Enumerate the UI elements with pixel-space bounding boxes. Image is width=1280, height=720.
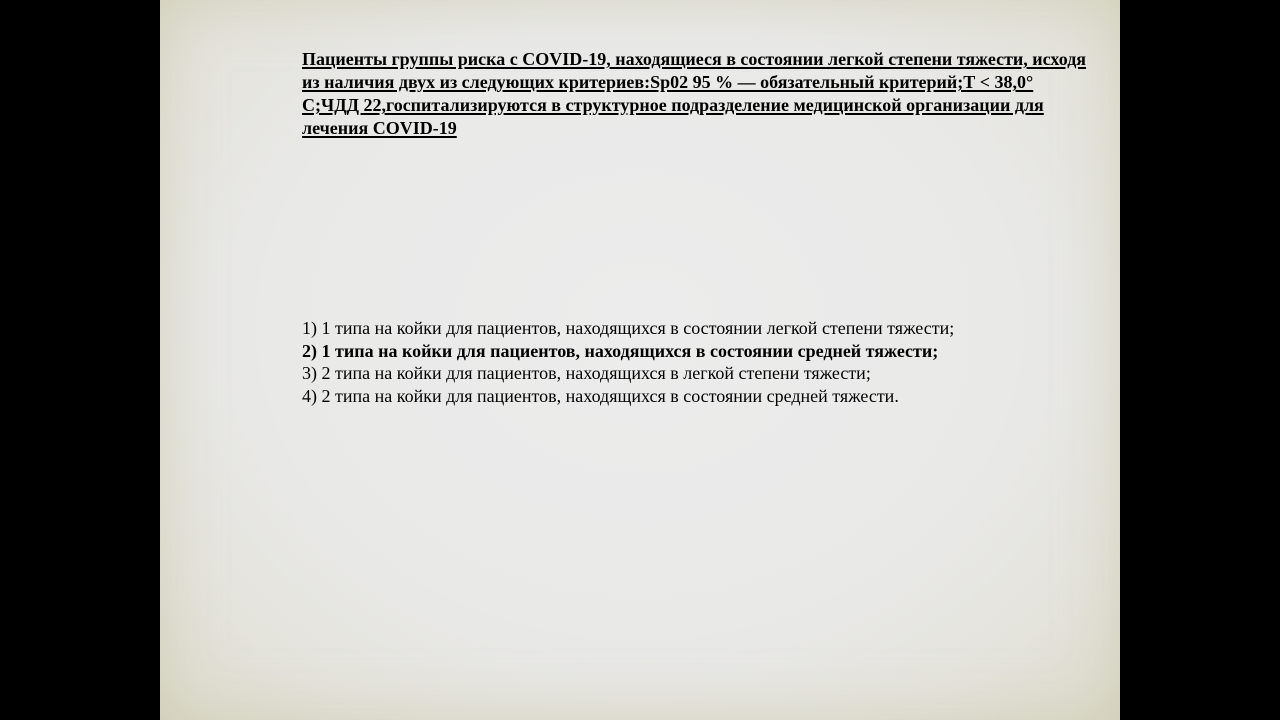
answer-option-4: 4) 2 типа на койки для пациентов, находящихся в состоянии средней тяжести.: [302, 385, 899, 406]
answer-option-1: 1) 1 типа на койки для пациентов, находящихся в состоянии легкой степени тяжести;: [302, 318, 955, 338]
answer-option-3: 3) 2 типа на койки для пациентов, находящихся в легкой степени тяжести;: [302, 363, 871, 383]
answer-options-list: [302, 317, 1092, 407]
question-heading: Пациенты группы риска с COVID-19, находящиеся в состоянии легкой степени тяжести, исходя из наличия двух из следующих критериев:Sp02 95 % — обязательный критерий;Т < 38,0° С;ЧДД 22,госпитализируются в структурное подразделение медицинской организации для лечения COVID-19: [302, 49, 1087, 138]
presentation-slide: [160, 0, 1120, 720]
answer-option-2-correct: 2) 1 типа на койки для пациентов, находящихся в состоянии средней тяжести;: [302, 340, 939, 361]
